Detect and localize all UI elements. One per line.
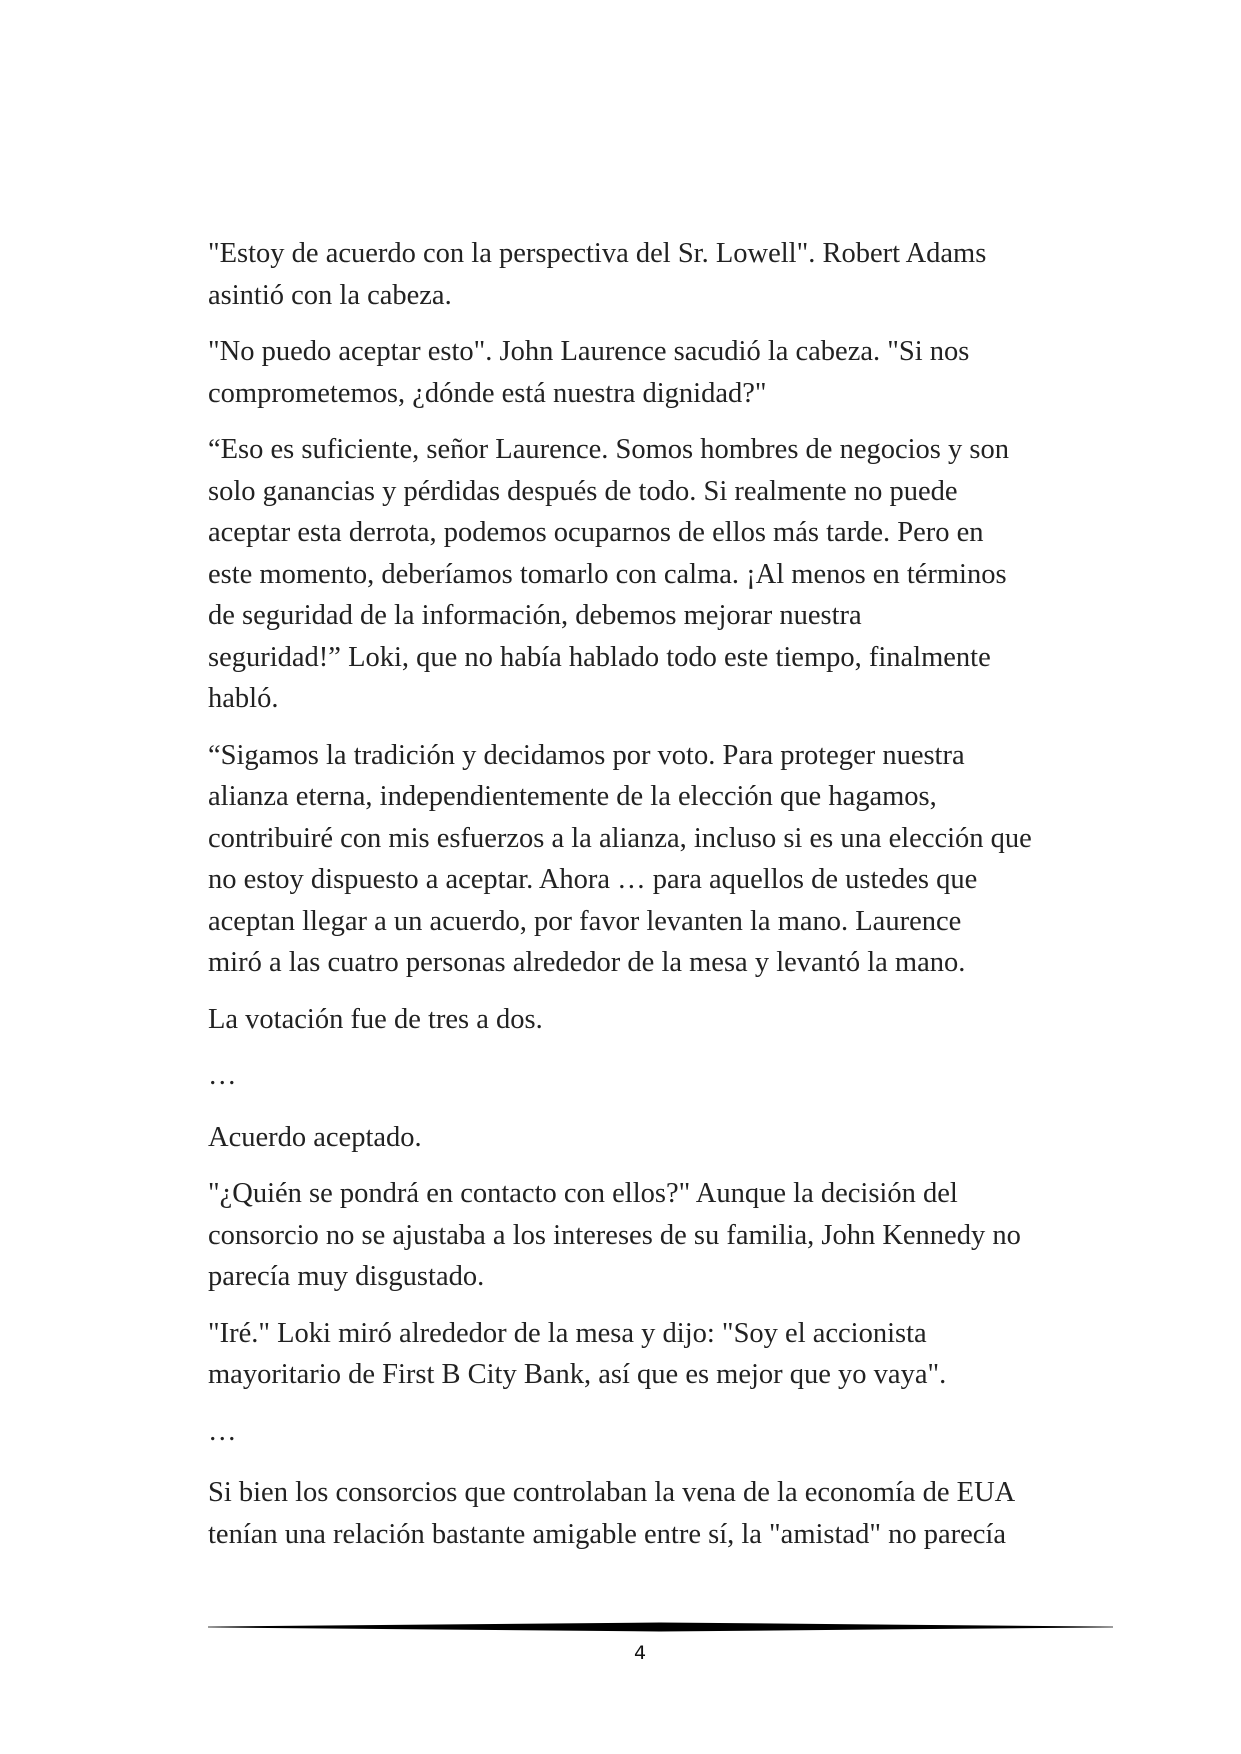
paragraph: "Iré." Loki miró alrededor de la mesa y dijo: "Soy el accionista mayoritario de First B City Bank, así que es mejor que yo vaya". [208,1317,947,1390]
paragraph: Si bien los consorcios que controlaban la vena de la economía de EUA tenían una relación bastante amigable entre sí, la "amistad" no parecía [208,1477,1016,1550]
body-text [208,233,1078,1570]
paragraph: "No puedo aceptar esto". John Laurence sacudió la cabeza. "Si nos comprometemos, ¿dónde está nuestra dignidad?" [208,336,970,409]
paragraph: “Eso es suficiente, señor Laurence. Somos hombres de negocios y son solo ganancias y pérdidas después de todo. Si realmente no puede aceptar esta derrota, podemos ocuparnos de ellos más tarde. Pero en este momento, deberíamos tomarlo con calma. ¡Al menos en términos de seguridad de la información, debemos mejorar nuestra seguridad!” Loki, que no había hablado todo este tiempo, finalmente habló. [208,434,1009,714]
page-number: 4 [633,1642,647,1664]
paragraph: La votación fue de tres a dos. [208,1003,543,1035]
scene-break: … [208,1060,237,1091]
paragraph: "¿Quién se pondrá en contacto con ellos?" Aunque la decisión del consorcio no se ajustaba a los intereses de su familia, John Kennedy no parecía muy disgustado. [208,1178,1021,1292]
paragraph: "Estoy de acuerdo con la perspectiva del Sr. Lowell". Robert Adams asintió con la cabeza. [208,238,987,311]
paragraph: Acuerdo aceptado. [208,1121,422,1153]
scene-break: … [208,1415,237,1447]
footer-divider [208,1620,1113,1634]
paragraph: “Sigamos la tradición y decidamos por voto. Para proteger nuestra alianza eterna, independientemente de la elección que hagamos, contribuiré con mis esfuerzos a la alianza, incluso si es una elección que no estoy dispuesto a aceptar. Ahora … para aquellos de ustedes que aceptan llegar a un acuerdo, por favor levanten la mano. Laurence miró a las cuatro personas alrededor de la mesa y levantó la mano. [208,739,1032,978]
